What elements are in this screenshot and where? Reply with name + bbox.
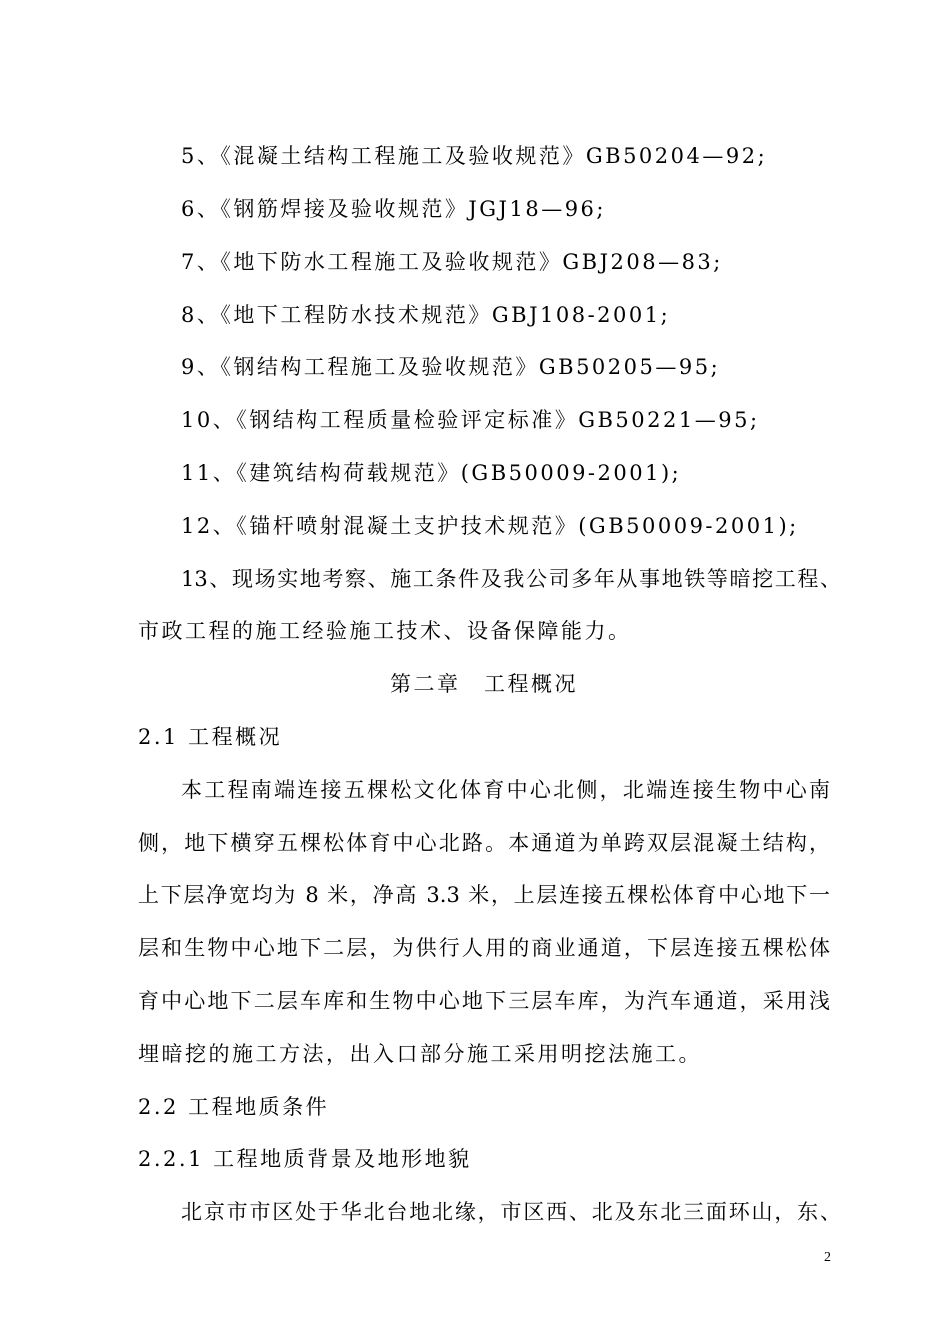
body-line: 层和生物中心地下二层，为供行人用的商业通道，下层连接五棵松体 bbox=[138, 936, 830, 960]
body-line: 侧，地下横穿五棵松体育中心北路。本通道为单跨双层混凝土结构， bbox=[138, 831, 830, 855]
reference-item-12: 12、《锚杆喷射混凝土支护技术规范》(GB50009-2001); bbox=[181, 514, 799, 538]
paragraph-continuation: 市政工程的施工经验施工技术、设备保障能力。 bbox=[138, 619, 632, 643]
reference-item-6: 6、《钢筋焊接及验收规范》JGJ18—96; bbox=[181, 197, 606, 221]
reference-item-7: 7、《地下防水工程施工及验收规范》GBJ208—83; bbox=[181, 250, 723, 274]
body-line: 埋暗挖的施工方法，出入口部分施工采用明挖法施工。 bbox=[138, 1042, 702, 1066]
body-line: 本工程南端连接五棵松文化体育中心北侧，北端连接生物中心南 bbox=[181, 778, 830, 802]
section-heading-2-1: 2.1 工程概况 bbox=[138, 725, 283, 749]
section-heading-2-2: 2.2 工程地质条件 bbox=[138, 1095, 330, 1119]
body-line: 育中心地下二层车库和生物中心地下三层车库，为汽车通道，采用浅 bbox=[138, 989, 830, 1013]
page-number: 2 bbox=[824, 1250, 831, 1265]
reference-item-8: 8、《地下工程防水技术规范》GBJ108-2001; bbox=[181, 303, 671, 327]
reference-item-9: 9、《钢结构工程施工及验收规范》GB50205—95; bbox=[181, 355, 721, 379]
reference-item-13: 13、现场实地考察、施工条件及我公司多年从事地铁等暗挖工程、 bbox=[181, 567, 841, 591]
section-heading-2-2-1: 2.2.1 工程地质背景及地形地貌 bbox=[138, 1147, 472, 1171]
reference-item-11: 11、《建筑结构荷载规范》(GB50009-2001); bbox=[181, 461, 682, 485]
chapter-title: 第二章 工程概况 bbox=[390, 672, 578, 696]
body-line: 上下层净宽均为 8 米，净高 3.3 米，上层连接五棵松体育中心地下一 bbox=[138, 883, 830, 907]
body-line: 北京市市区处于华北台地北缘，市区西、北及东北三面环山，东、 bbox=[181, 1200, 841, 1224]
reference-item-5: 5、《混凝土结构工程施工及验收规范》GB50204—92; bbox=[181, 144, 768, 168]
reference-item-10: 10、《钢结构工程质量检验评定标准》GB50221—95; bbox=[181, 408, 760, 432]
